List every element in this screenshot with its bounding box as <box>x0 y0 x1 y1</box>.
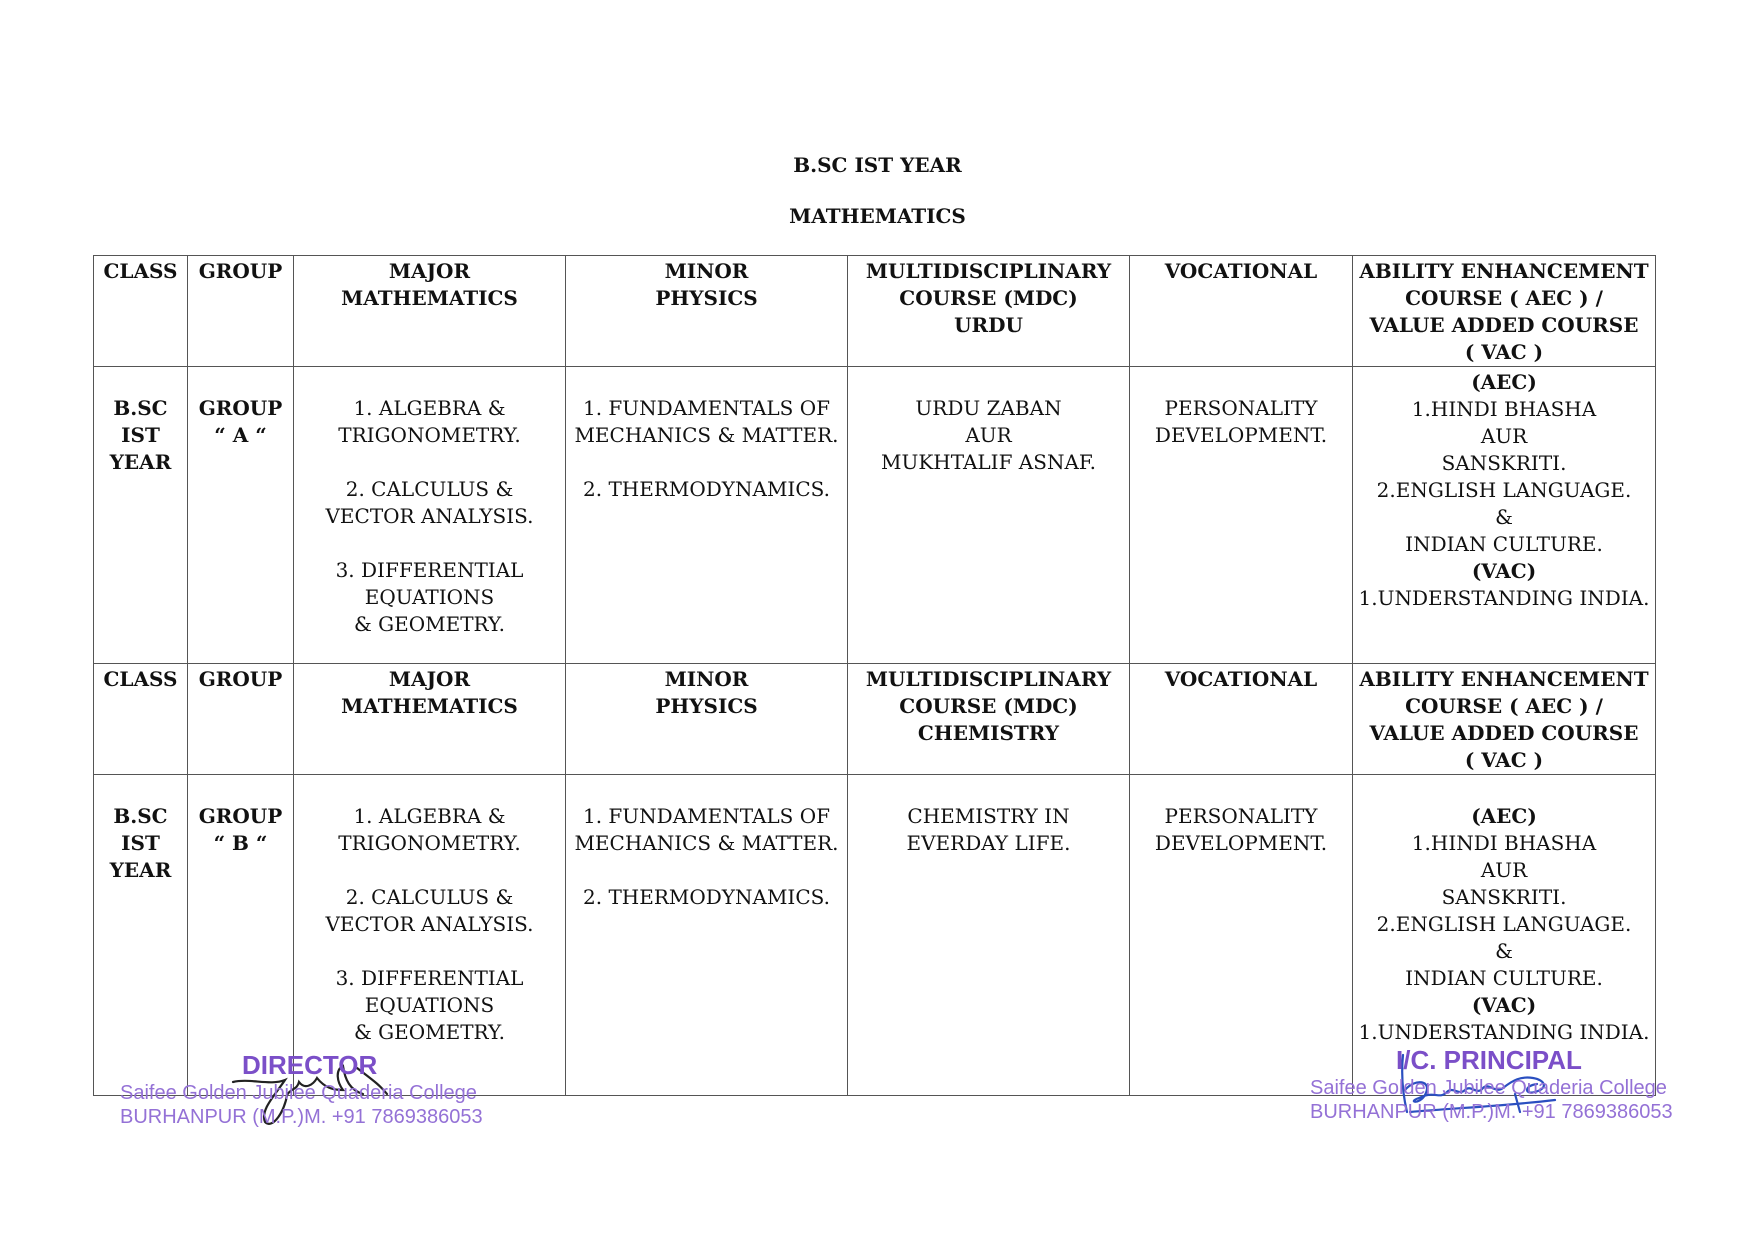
cell-aec: (AEC) 1.HINDI BHASHA AUR SANSKRITI. 2.ENGLISH LANGUAGE. & INDIAN CULTURE. (VAC) 1.UNDERSTANDING INDIA. <box>1353 775 1656 1096</box>
header-vocational: VOCATIONAL <box>1130 664 1353 775</box>
header-minor: MINOR PHYSICS <box>566 256 848 367</box>
header-major: MAJOR MATHEMATICS <box>294 256 566 367</box>
director-signature-block <box>120 1050 483 1129</box>
table-header-row <box>94 256 1656 367</box>
table-row <box>94 367 1656 664</box>
director-title: DIRECTOR <box>242 1050 378 1080</box>
page-title: B.SC IST YEAR <box>793 153 962 177</box>
cell-minor: 1. FUNDAMENTALS OF MECHANICS & MATTER. 2. THERMODYNAMICS. <box>566 775 848 1096</box>
header-mdc: MULTIDISCIPLINARY COURSE (MDC) CHEMISTRY <box>848 664 1130 775</box>
header-major: MAJOR MATHEMATICS <box>294 664 566 775</box>
course-table <box>93 255 1656 1096</box>
cell-mdc: CHEMISTRY IN EVERDAY LIFE. <box>848 775 1130 1096</box>
cell-major: 1. ALGEBRA & TRIGONOMETRY. 2. CALCULUS & VECTOR ANALYSIS. 3. DIFFERENTIAL EQUATIONS & GEOMETRY. <box>294 367 566 664</box>
cell-vocational: PERSONALITY DEVELOPMENT. <box>1130 775 1353 1096</box>
subject-title: MATHEMATICS <box>789 204 966 228</box>
header-class: CLASS <box>94 256 188 367</box>
table-header-row <box>94 664 1656 775</box>
principal-address: BURHANPUR (M.P.)M. +91 7869386053 <box>1310 1101 1673 1123</box>
cell-vocational: PERSONALITY DEVELOPMENT. <box>1130 367 1353 664</box>
cell-mdc: URDU ZABAN AUR MUKHTALIF ASNAF. <box>848 367 1130 664</box>
header-vocational: VOCATIONAL <box>1130 256 1353 367</box>
header-minor: MINOR PHYSICS <box>566 664 848 775</box>
cell-minor: 1. FUNDAMENTALS OF MECHANICS & MATTER. 2. THERMODYNAMICS. <box>566 367 848 664</box>
principal-signature-block <box>1310 1045 1673 1124</box>
header-aec: ABILITY ENHANCEMENT COURSE ( AEC ) / VALUE ADDED COURSE ( VAC ) <box>1353 664 1656 775</box>
cell-class: B.SC IST YEAR <box>94 367 188 664</box>
director-college: Saifee Golden Jubilee Quaderia College <box>120 1082 477 1104</box>
cell-aec: (AEC) 1.HINDI BHASHA AUR SANSKRITI. 2.ENGLISH LANGUAGE. & INDIAN CULTURE. (VAC) 1.UNDERSTANDING INDIA. <box>1353 367 1656 664</box>
cell-group: GROUP “ B “ <box>188 775 294 1096</box>
header-class: CLASS <box>94 664 188 775</box>
header-group: GROUP <box>188 664 294 775</box>
cell-major: 1. ALGEBRA & TRIGONOMETRY. 2. CALCULUS & VECTOR ANALYSIS. 3. DIFFERENTIAL EQUATIONS & GEOMETRY. <box>294 775 566 1096</box>
header-group: GROUP <box>188 256 294 367</box>
header-aec: ABILITY ENHANCEMENT COURSE ( AEC ) / VALUE ADDED COURSE ( VAC ) <box>1353 256 1656 367</box>
principal-college: Saifee Golden Jubilee Quaderia College <box>1310 1077 1667 1099</box>
cell-class: B.SC IST YEAR <box>94 775 188 1096</box>
director-address: BURHANPUR (M.P.)M. +91 7869386053 <box>120 1106 483 1128</box>
principal-title: I/C. PRINCIPAL <box>1396 1045 1582 1075</box>
cell-group: GROUP “ A “ <box>188 367 294 664</box>
header-mdc: MULTIDISCIPLINARY COURSE (MDC) URDU <box>848 256 1130 367</box>
